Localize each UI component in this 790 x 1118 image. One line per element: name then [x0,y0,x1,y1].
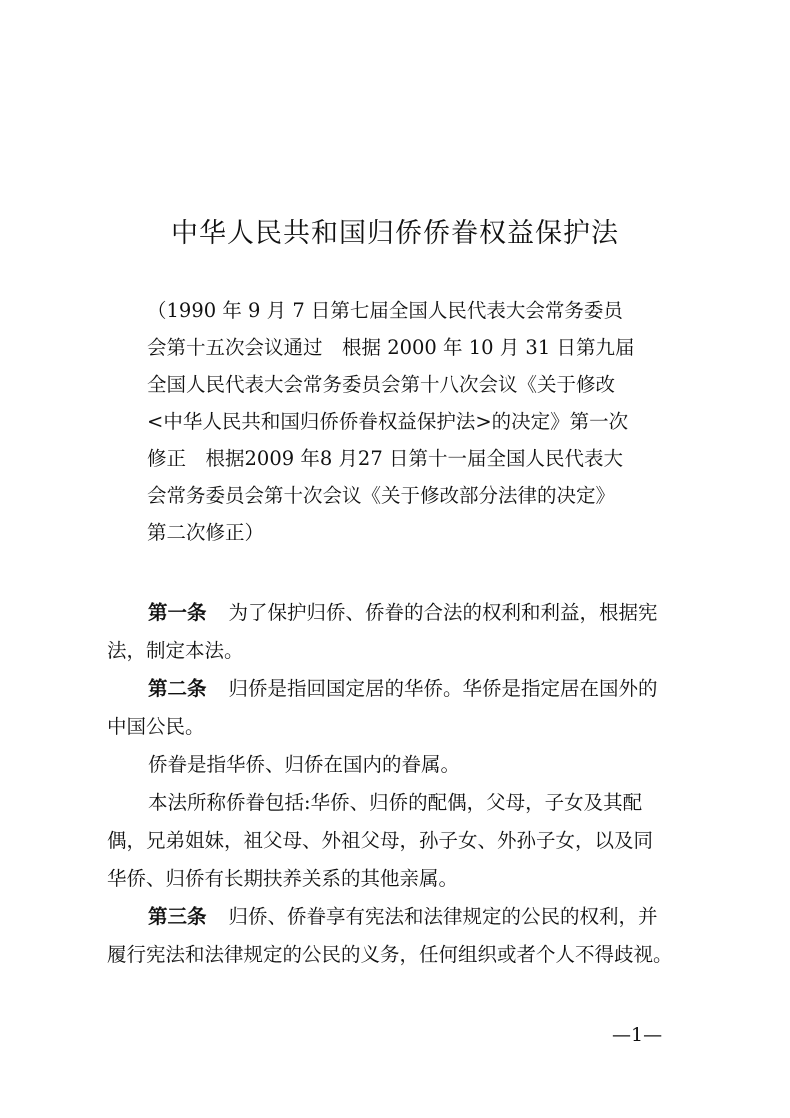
revision-note-line: <中华人民共和国归侨侨眷权益保护法>的决定》第一次 [147,410,629,433]
article-1-continuation: 法，制定本法。 [107,639,244,662]
article-2-label: 第二条 [148,677,207,700]
article-2-paragraph-3: 本法所称侨眷包括:华侨、归侨的配偶，父母，子女及其配 [148,791,643,814]
revision-note-line: 修正 根据2009 年8 月27 日第十一届全国人民代表大 [147,447,623,470]
law-body [107,594,707,974]
revision-note-line: 第二次修正） [147,521,265,544]
article-2-paragraph-3-continuation: 偶，兄弟姐妹，祖父母、外祖父母，孙子女、外孙子女，以及同 [107,829,654,852]
article-1-text: 为了保护归侨、侨眷的合法的权利和利益，根据宪 [228,601,658,624]
article-3-label: 第三条 [148,905,207,928]
revision-note-line: （1990 年 9 月 7 日第七届全国人民代表大会常务委员 [147,299,623,322]
article-3 [107,898,707,936]
document-title: 中华人民共和国归侨侨眷权益保护法 [171,218,619,249]
article-2-paragraph-2: 侨眷是指华侨、归侨在国内的眷属。 [148,753,461,776]
article-1 [107,594,707,632]
revision-note-line: 会常务委员会第十次会议《关于修改部分法律的决定》 [147,484,616,507]
article-3-continuation: 履行宪法和法律规定的公民的义务，任何组织或者个人不得歧视。 [107,943,673,966]
revision-note-line: 会第十五次会议通过 根据 2000 年 10 月 31 日第九届 [147,336,635,359]
article-2-continuation: 中国公民。 [107,715,205,738]
article-2 [107,670,707,708]
page-number: —1— [612,1024,663,1046]
article-3-text: 归侨、侨眷享有宪法和法律规定的公民的权利，并 [228,905,658,928]
revision-note-line: 全国人民代表大会常务委员会第十八次会议《关于修改 [147,373,616,396]
article-2-text: 归侨是指回国定居的华侨。华侨是指定居在国外的 [228,677,658,700]
article-2-paragraph-3-continuation: 华侨、归侨有长期扶养关系的其他亲属。 [107,867,459,890]
article-1-label: 第一条 [148,601,207,624]
revision-note [147,292,687,551]
